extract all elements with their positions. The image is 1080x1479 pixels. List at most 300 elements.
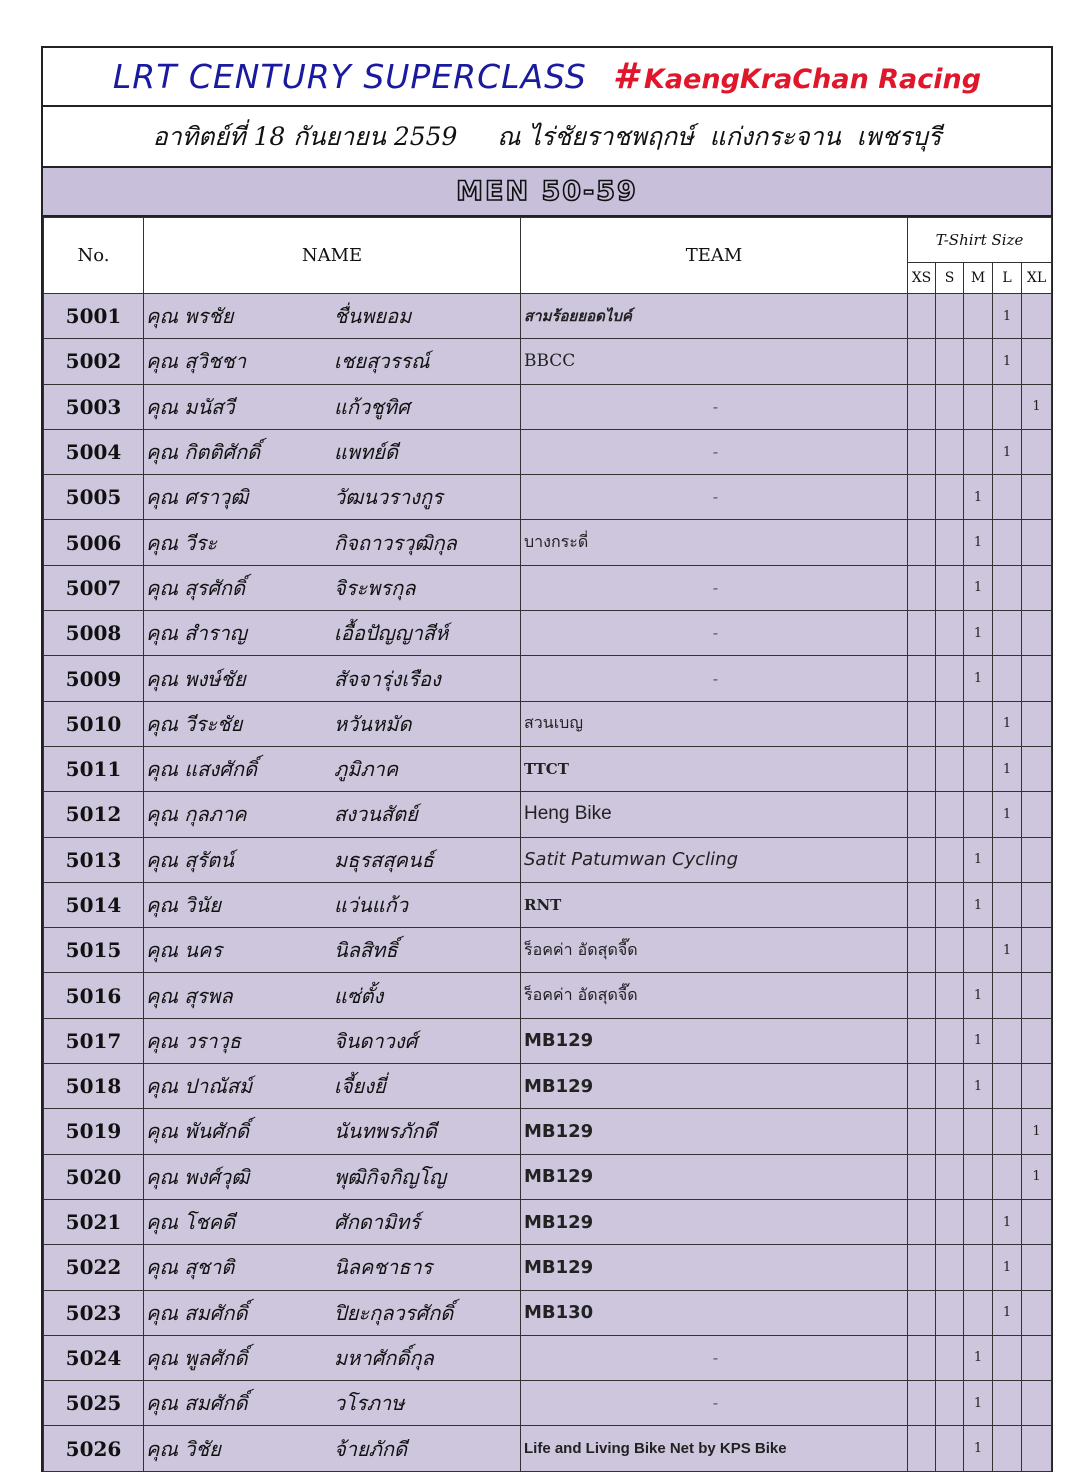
size-count-xl <box>1022 1245 1052 1290</box>
size-count-xl: 1 <box>1022 1109 1052 1154</box>
col-header-size-l: L <box>993 263 1022 294</box>
rider-name <box>144 882 521 927</box>
rider-last-name: วัฒนวรางกูร <box>334 485 443 510</box>
size-count-s <box>936 1245 964 1290</box>
size-count-m: 1 <box>964 656 993 701</box>
size-count-xs <box>908 384 936 429</box>
size-count-l <box>993 1018 1022 1063</box>
category-label: MEN 50-59 <box>456 176 638 207</box>
rider-name <box>144 973 521 1018</box>
rider-name <box>144 1064 521 1109</box>
rider-number: 5024 <box>44 1335 144 1380</box>
rider-number: 5021 <box>44 1199 144 1244</box>
size-count-m: 1 <box>964 1426 993 1471</box>
rider-first-name: คุณ พงศ์วุฒิ <box>146 1164 250 1189</box>
size-count-l <box>993 384 1022 429</box>
rider-number: 5016 <box>44 973 144 1018</box>
size-count-xs <box>908 1335 936 1380</box>
rider-last-name: ภูมิภาค <box>334 757 399 782</box>
size-count-m <box>964 1199 993 1244</box>
rider-name <box>144 746 521 791</box>
event-date-location <box>43 107 1051 168</box>
rider-last-name: จินดาวงศ์ <box>334 1028 418 1053</box>
rider-team: ร็อคค่า อัดสุดจี๊ด <box>521 928 908 973</box>
size-count-xs <box>908 294 936 339</box>
size-count-xl <box>1022 565 1052 610</box>
size-count-xl: 1 <box>1022 1154 1052 1199</box>
rider-name <box>144 1245 521 1290</box>
size-count-s <box>936 1154 964 1199</box>
size-count-m <box>964 701 993 746</box>
size-count-xs <box>908 475 936 520</box>
size-count-xs <box>908 837 936 882</box>
size-count-xl <box>1022 520 1052 565</box>
size-count-m: 1 <box>964 475 993 520</box>
entry-rows <box>44 294 1052 1472</box>
rider-first-name: คุณ วีระ <box>146 530 218 555</box>
size-count-l: 1 <box>993 792 1022 837</box>
rider-number: 5012 <box>44 792 144 837</box>
size-count-s <box>936 882 964 927</box>
rider-number: 5025 <box>44 1381 144 1426</box>
rider-last-name: เจี้ยงยี่ <box>334 1074 386 1099</box>
rider-first-name: คุณ กิตติศักดิ์ <box>146 440 261 465</box>
size-count-m: 1 <box>964 1381 993 1426</box>
rider-number: 5013 <box>44 837 144 882</box>
size-count-xs <box>908 611 936 656</box>
size-count-xs <box>908 1381 936 1426</box>
rider-name <box>144 475 521 520</box>
rider-last-name: นิลคชาธาร <box>334 1255 433 1280</box>
rider-number: 5010 <box>44 701 144 746</box>
size-count-xl <box>1022 294 1052 339</box>
rider-number: 5003 <box>44 384 144 429</box>
size-count-xs <box>908 701 936 746</box>
rider-team: Satit Patumwan Cycling <box>521 837 908 882</box>
size-count-m: 1 <box>964 611 993 656</box>
size-count-xs <box>908 565 936 610</box>
size-count-l <box>993 475 1022 520</box>
size-count-s <box>936 1426 964 1471</box>
size-count-xs <box>908 882 936 927</box>
rider-name <box>144 1426 521 1471</box>
size-count-s <box>936 928 964 973</box>
col-header-size-m: M <box>964 263 993 294</box>
rider-number: 5022 <box>44 1245 144 1290</box>
table-row <box>44 475 1052 520</box>
rider-name <box>144 565 521 610</box>
rider-last-name: แซ่ตั้ง <box>334 983 384 1008</box>
size-count-l <box>993 882 1022 927</box>
rider-team: MB129 <box>521 1199 908 1244</box>
rider-number: 5007 <box>44 565 144 610</box>
rider-team: - <box>521 565 908 610</box>
rider-number: 5001 <box>44 294 144 339</box>
rider-first-name: คุณ สุวิชชา <box>146 349 247 374</box>
rider-name <box>144 429 521 474</box>
rider-first-name: คุณ พงษ์ชัย <box>146 666 246 691</box>
rider-first-name: คุณ โชคดี <box>146 1210 235 1235</box>
rider-team: BBCC <box>521 339 908 384</box>
size-count-xs <box>908 1199 936 1244</box>
rider-first-name: คุณ สุรัตน์ <box>146 847 234 872</box>
rider-name <box>144 837 521 882</box>
size-count-s <box>936 1064 964 1109</box>
size-count-xl <box>1022 973 1052 1018</box>
table-row <box>44 1199 1052 1244</box>
size-count-xs <box>908 1154 936 1199</box>
size-count-xs <box>908 1064 936 1109</box>
size-count-s <box>936 1290 964 1335</box>
rider-last-name: ชื่นพยอม <box>334 304 412 329</box>
date-location-text: อาทิตย์ที่ 18 กันยายน 2559 ณ ไร่ชัยราชพฤกษ์ แก่งกระจาน เพชรบุรี <box>152 121 942 151</box>
size-count-s <box>936 746 964 791</box>
rider-last-name: จิระพรกุล <box>334 575 416 600</box>
size-count-xs <box>908 973 936 1018</box>
rider-team: สามร้อยยอดไบค์ <box>521 294 908 339</box>
rider-first-name: คุณ สำราญ <box>146 621 247 646</box>
col-header-name: NAME <box>144 218 521 294</box>
table-row <box>44 1290 1052 1335</box>
rider-last-name: เชยสุวรรณ์ <box>334 349 430 374</box>
size-count-xl <box>1022 746 1052 791</box>
rider-name <box>144 1154 521 1199</box>
rider-team: - <box>521 611 908 656</box>
size-count-s <box>936 1199 964 1244</box>
rider-team: RNT <box>521 882 908 927</box>
rider-last-name: มธุรสสุคนธ์ <box>334 847 434 872</box>
rider-first-name: คุณ วีระชัย <box>146 711 243 736</box>
rider-first-name: คุณ นคร <box>146 938 223 963</box>
size-count-xl <box>1022 656 1052 701</box>
table-row <box>44 1064 1052 1109</box>
rider-name <box>144 1109 521 1154</box>
size-count-xl <box>1022 339 1052 384</box>
size-count-xl <box>1022 1290 1052 1335</box>
rider-first-name: คุณ ศราวุฒิ <box>146 485 249 510</box>
size-count-xl <box>1022 1199 1052 1244</box>
size-count-s <box>936 384 964 429</box>
size-count-s <box>936 429 964 474</box>
rider-number: 5023 <box>44 1290 144 1335</box>
size-count-l: 1 <box>993 701 1022 746</box>
size-count-xs <box>908 746 936 791</box>
size-count-l: 1 <box>993 1290 1022 1335</box>
size-count-l: 1 <box>993 429 1022 474</box>
table-row <box>44 384 1052 429</box>
size-count-m: 1 <box>964 565 993 610</box>
rider-number: 5026 <box>44 1426 144 1471</box>
table-row <box>44 1381 1052 1426</box>
rider-last-name: สงวนสัตย์ <box>334 802 418 827</box>
size-count-l: 1 <box>993 1245 1022 1290</box>
size-count-s <box>936 475 964 520</box>
size-count-xl <box>1022 1381 1052 1426</box>
rider-last-name: แก้วชูทิศ <box>334 394 410 419</box>
size-count-xl <box>1022 429 1052 474</box>
table-row <box>44 1245 1052 1290</box>
size-count-xs <box>908 1018 936 1063</box>
rider-team: - <box>521 384 908 429</box>
rider-name <box>144 384 521 429</box>
size-count-s <box>936 656 964 701</box>
rider-name <box>144 928 521 973</box>
table-row <box>44 1335 1052 1380</box>
size-count-xl <box>1022 1018 1052 1063</box>
table-row <box>44 882 1052 927</box>
rider-team: - <box>521 656 908 701</box>
event-hashtag-tag <box>613 56 981 97</box>
rider-first-name: คุณ พรชัย <box>146 304 234 329</box>
size-count-xs <box>908 1290 936 1335</box>
rider-last-name: วโรภาษ <box>334 1391 405 1416</box>
size-count-m <box>964 1245 993 1290</box>
size-count-m <box>964 294 993 339</box>
size-count-m <box>964 339 993 384</box>
size-count-m: 1 <box>964 1064 993 1109</box>
rider-number: 5005 <box>44 475 144 520</box>
size-count-s <box>936 701 964 746</box>
rider-first-name: คุณ พูลศักดิ์ <box>146 1345 248 1370</box>
size-count-l <box>993 1426 1022 1471</box>
size-count-s <box>936 973 964 1018</box>
table-row <box>44 565 1052 610</box>
rider-team: สวนเบญ <box>521 701 908 746</box>
rider-first-name: คุณ สมศักดิ์ <box>146 1300 248 1325</box>
table-row <box>44 1018 1052 1063</box>
rider-name <box>144 701 521 746</box>
size-count-l <box>993 611 1022 656</box>
size-count-xs <box>908 520 936 565</box>
size-count-xl <box>1022 475 1052 520</box>
rider-number: 5020 <box>44 1154 144 1199</box>
table-row <box>44 339 1052 384</box>
size-count-l <box>993 565 1022 610</box>
rider-name <box>144 1290 521 1335</box>
table-row <box>44 928 1052 973</box>
table-row <box>44 973 1052 1018</box>
size-count-l: 1 <box>993 294 1022 339</box>
size-count-m: 1 <box>964 1018 993 1063</box>
size-count-l <box>993 1154 1022 1199</box>
size-count-m <box>964 1154 993 1199</box>
size-count-xs <box>908 339 936 384</box>
size-count-s <box>936 339 964 384</box>
table-row <box>44 429 1052 474</box>
rider-first-name: คุณ สุชาติ <box>146 1255 235 1280</box>
table-row <box>44 837 1052 882</box>
title-row <box>43 48 1051 107</box>
rider-number: 5014 <box>44 882 144 927</box>
table-row <box>44 1426 1052 1471</box>
size-count-xl <box>1022 837 1052 882</box>
rider-last-name: แพทย์ดี <box>334 440 398 465</box>
col-header-size-xl: XL <box>1022 263 1052 294</box>
size-count-xl: 1 <box>1022 384 1052 429</box>
table-row <box>44 656 1052 701</box>
rider-last-name: เอื้อปัญญาสีห์ <box>334 621 449 646</box>
rider-team: TTCT <box>521 746 908 791</box>
rider-number: 5006 <box>44 520 144 565</box>
size-count-xs <box>908 1109 936 1154</box>
rider-team: - <box>521 1381 908 1426</box>
size-count-l <box>993 837 1022 882</box>
rider-first-name: คุณ สุรศักดิ์ <box>146 575 246 600</box>
size-count-m: 1 <box>964 837 993 882</box>
size-count-s <box>936 1109 964 1154</box>
size-count-l: 1 <box>993 746 1022 791</box>
rider-first-name: คุณ สุรพล <box>146 983 233 1008</box>
table-row <box>44 792 1052 837</box>
table-row <box>44 1109 1052 1154</box>
rider-last-name: นันทพรภักดี <box>334 1119 437 1144</box>
rider-number: 5017 <box>44 1018 144 1063</box>
size-count-l <box>993 1109 1022 1154</box>
size-count-s <box>936 1381 964 1426</box>
rider-last-name: นิลสิทธิ์ <box>334 938 398 963</box>
size-count-m: 1 <box>964 882 993 927</box>
size-count-l: 1 <box>993 928 1022 973</box>
size-count-xs <box>908 928 936 973</box>
rider-name <box>144 294 521 339</box>
size-count-xl <box>1022 1064 1052 1109</box>
rider-name <box>144 792 521 837</box>
rider-team: MB130 <box>521 1290 908 1335</box>
size-count-m <box>964 792 993 837</box>
rider-number: 5019 <box>44 1109 144 1154</box>
size-count-m <box>964 1290 993 1335</box>
col-header-team: TEAM <box>521 218 908 294</box>
rider-first-name: คุณ มนัสวี <box>146 394 235 419</box>
size-count-xl <box>1022 882 1052 927</box>
size-count-xl <box>1022 1426 1052 1471</box>
entry-list-sheet <box>41 46 1053 1472</box>
rider-team: ร็อคค่า อัดสุดจี๊ด <box>521 973 908 1018</box>
size-count-s <box>936 1335 964 1380</box>
size-count-xl <box>1022 1335 1052 1380</box>
rider-first-name: คุณ แสงศักดิ์ <box>146 757 257 782</box>
size-count-xs <box>908 792 936 837</box>
rider-team: - <box>521 429 908 474</box>
tag-text: KaengKraChan Racing <box>643 64 982 95</box>
table-row <box>44 611 1052 656</box>
rider-name <box>144 520 521 565</box>
rider-number: 5004 <box>44 429 144 474</box>
size-count-l <box>993 1335 1022 1380</box>
size-count-s <box>936 611 964 656</box>
rider-last-name: หวันหมัด <box>334 711 412 736</box>
size-count-s <box>936 294 964 339</box>
size-count-xl <box>1022 611 1052 656</box>
size-count-xl <box>1022 701 1052 746</box>
col-header-no: No. <box>44 218 144 294</box>
size-count-m <box>964 384 993 429</box>
size-count-s <box>936 565 964 610</box>
rider-number: 5009 <box>44 656 144 701</box>
size-count-l <box>993 973 1022 1018</box>
rider-team: MB129 <box>521 1154 908 1199</box>
rider-name <box>144 1199 521 1244</box>
size-count-s <box>936 792 964 837</box>
rider-last-name: สัจจารุ่งเรือง <box>334 666 441 691</box>
rider-last-name: พุฒิกิจกิญโญ <box>334 1164 447 1189</box>
size-count-l <box>993 1064 1022 1109</box>
table-row <box>44 294 1052 339</box>
rider-first-name: คุณ วราวุธ <box>146 1028 241 1053</box>
rider-team: Life and Living Bike Net by KPS Bike <box>521 1426 908 1471</box>
rider-first-name: คุณ กุลภาค <box>146 802 247 827</box>
rider-first-name: คุณ พันศักดิ์ <box>146 1119 249 1144</box>
rider-name <box>144 339 521 384</box>
rider-team: - <box>521 1335 908 1380</box>
col-header-size-xs: XS <box>908 263 936 294</box>
rider-first-name: คุณ วิชัย <box>146 1436 221 1461</box>
size-count-l <box>993 656 1022 701</box>
rider-team: - <box>521 475 908 520</box>
size-count-m: 1 <box>964 520 993 565</box>
size-count-l <box>993 520 1022 565</box>
size-count-s <box>936 520 964 565</box>
rider-number: 5008 <box>44 611 144 656</box>
rider-last-name: กิจถาวรวุฒิกุล <box>334 530 457 555</box>
col-header-size-s: S <box>936 263 964 294</box>
size-count-xs <box>908 1426 936 1471</box>
rider-first-name: คุณ สมศักดิ์ <box>146 1391 248 1416</box>
event-title: LRT CENTURY SUPERCLASS <box>112 57 587 96</box>
rider-number: 5015 <box>44 928 144 973</box>
size-count-m <box>964 928 993 973</box>
size-count-xl <box>1022 928 1052 973</box>
rider-last-name: ปิยะกุลวรศักดิ์ <box>334 1300 454 1325</box>
category-banner <box>43 168 1051 217</box>
size-count-m <box>964 746 993 791</box>
size-count-m: 1 <box>964 1335 993 1380</box>
rider-first-name: คุณ ปาณัสม์ <box>146 1074 253 1099</box>
rider-team: MB129 <box>521 1109 908 1154</box>
table-row <box>44 1154 1052 1199</box>
table-row <box>44 520 1052 565</box>
rider-team: Heng Bike <box>521 792 908 837</box>
rider-name <box>144 1335 521 1380</box>
hash-symbol: # <box>612 56 638 97</box>
entry-table <box>43 217 1052 1472</box>
size-count-xs <box>908 656 936 701</box>
rider-team: MB129 <box>521 1064 908 1109</box>
size-count-m: 1 <box>964 973 993 1018</box>
rider-team: MB129 <box>521 1245 908 1290</box>
rider-last-name: แว่นแก้ว <box>334 893 409 917</box>
size-count-xl <box>1022 792 1052 837</box>
rider-team: บางกระดี่ <box>521 520 908 565</box>
size-count-l: 1 <box>993 339 1022 384</box>
size-count-m <box>964 1109 993 1154</box>
size-count-s <box>936 837 964 882</box>
size-count-l: 1 <box>993 1199 1022 1244</box>
rider-first-name: คุณ วินัย <box>146 893 221 917</box>
rider-name <box>144 1018 521 1063</box>
rider-last-name: ศักดามิทร์ <box>334 1210 421 1235</box>
rider-number: 5002 <box>44 339 144 384</box>
size-count-xs <box>908 1245 936 1290</box>
size-count-m <box>964 429 993 474</box>
rider-name <box>144 656 521 701</box>
size-count-l <box>993 1381 1022 1426</box>
rider-number: 5011 <box>44 746 144 791</box>
col-header-tshirt-size: T-Shirt Size <box>908 218 1052 263</box>
rider-team: MB129 <box>521 1018 908 1063</box>
rider-number: 5018 <box>44 1064 144 1109</box>
rider-name <box>144 611 521 656</box>
